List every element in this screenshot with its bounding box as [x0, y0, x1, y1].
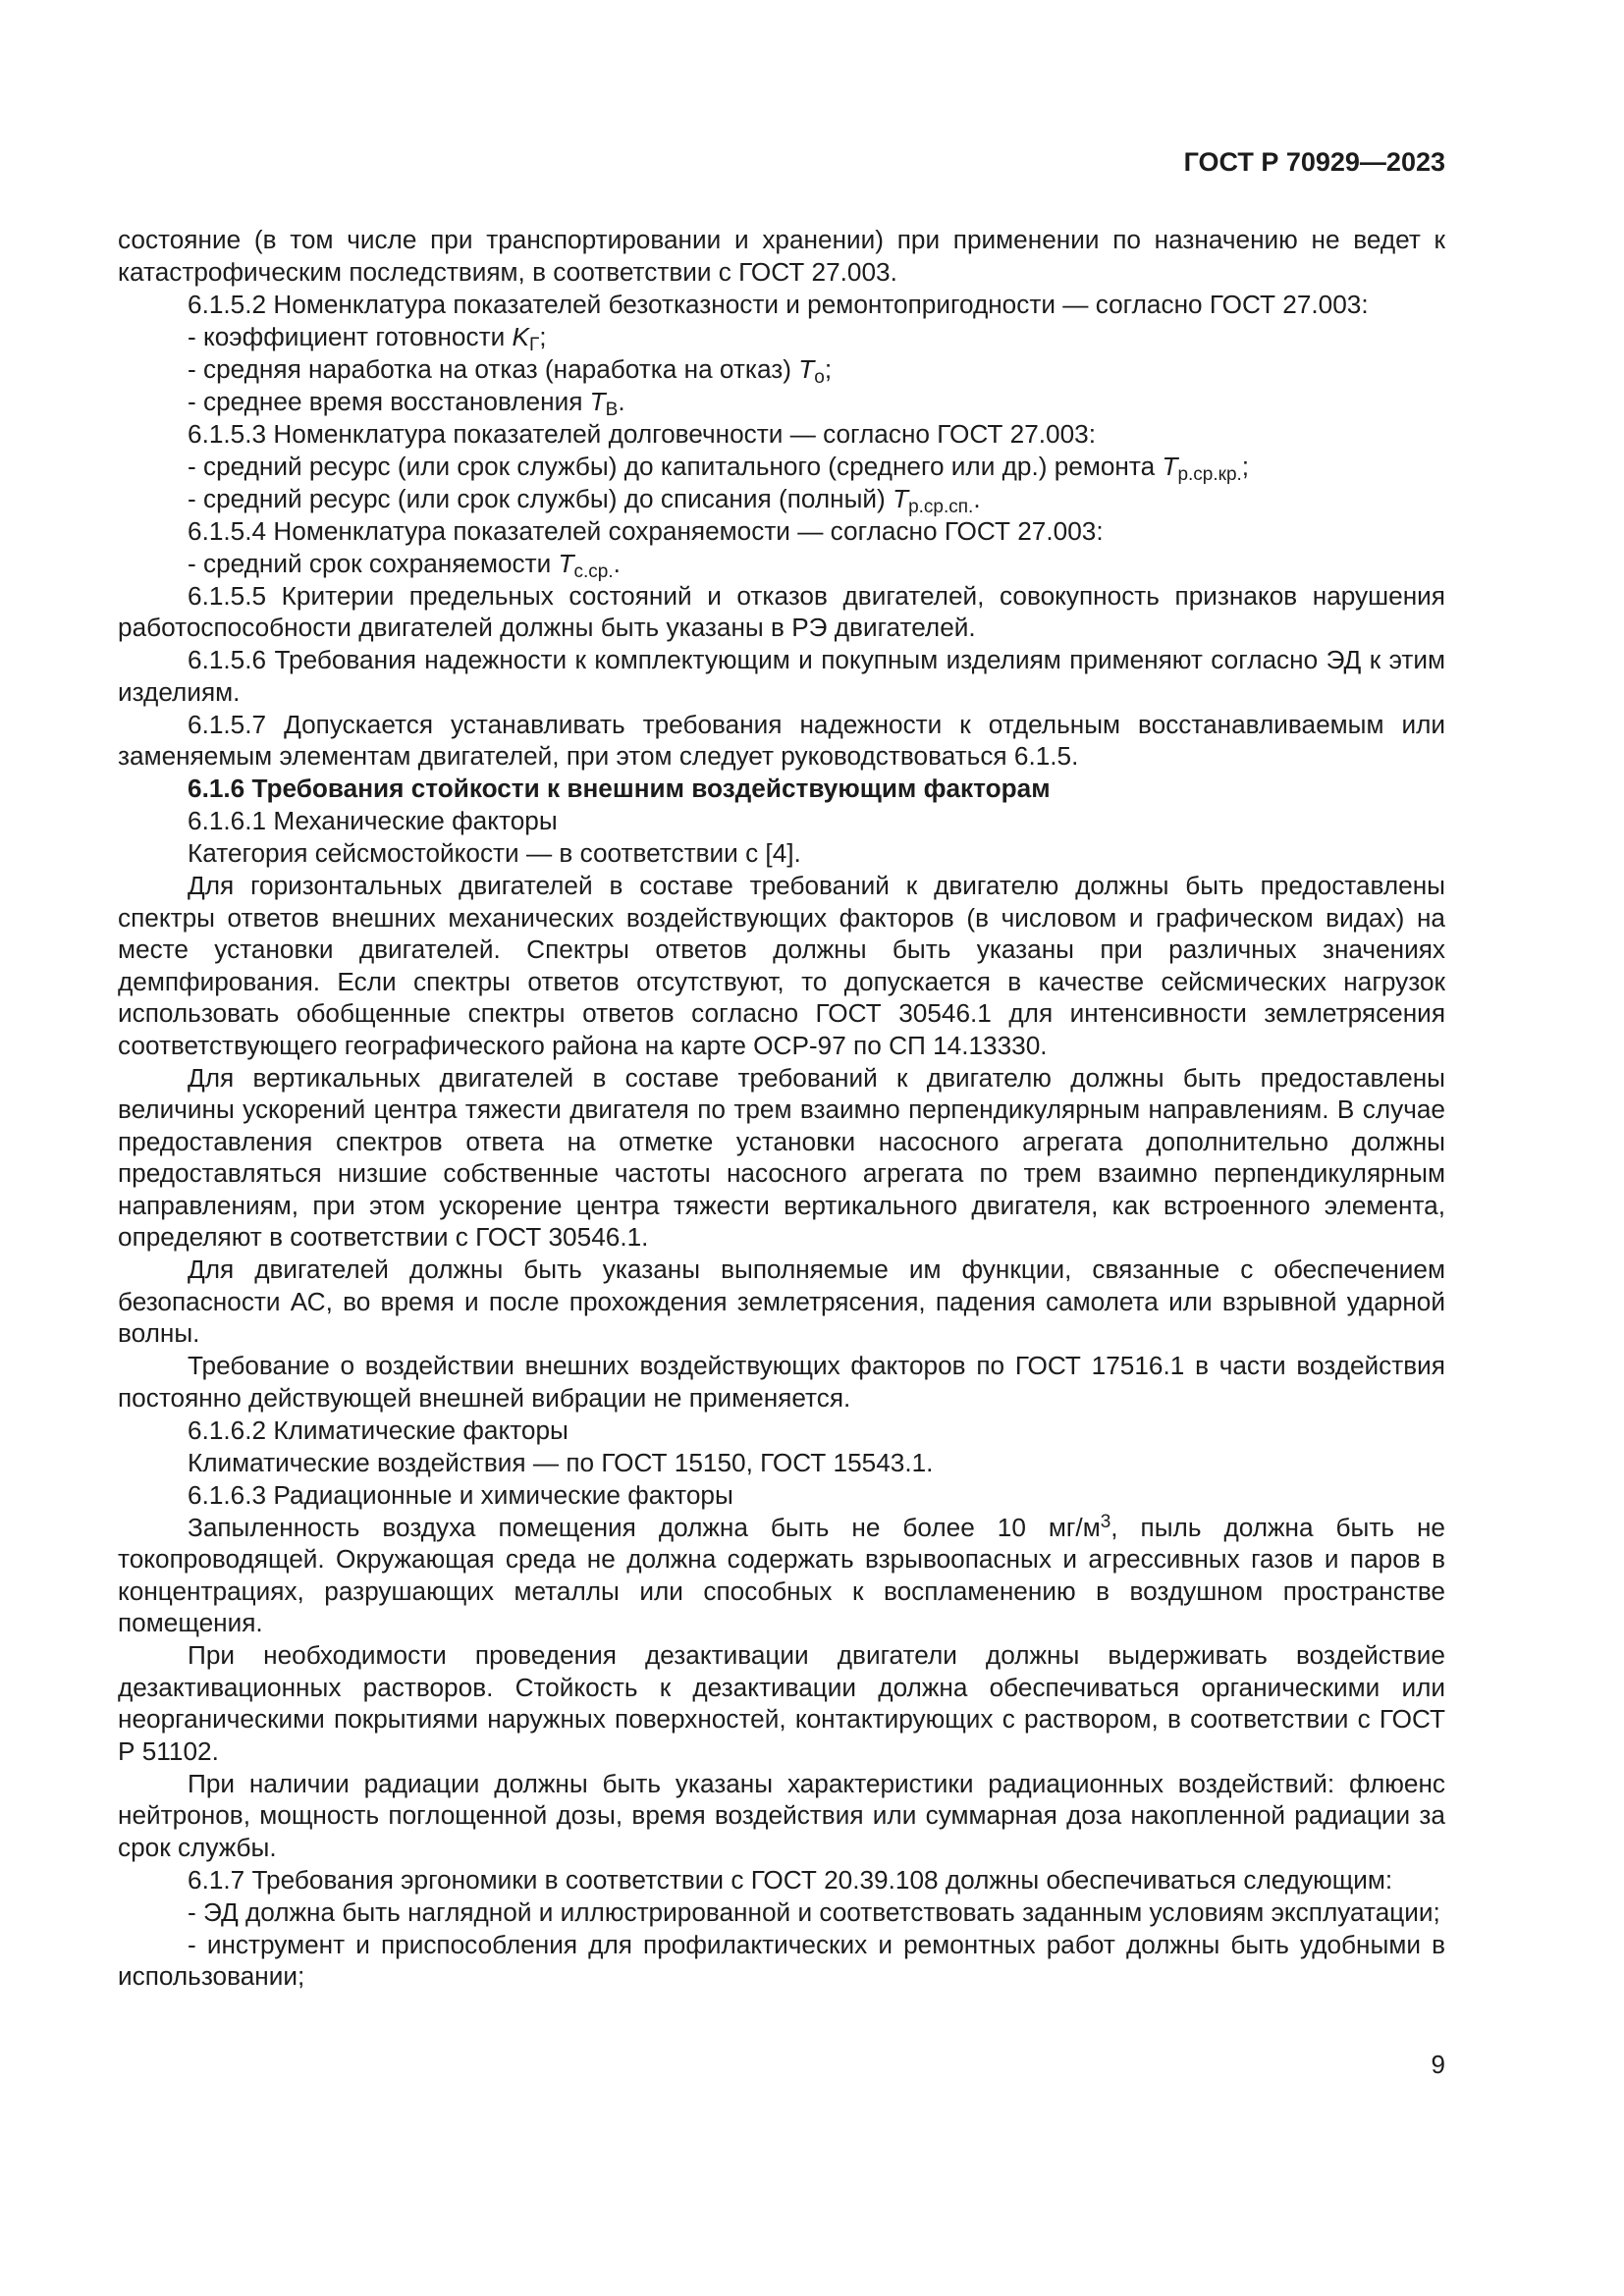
paragraph: При наличии радиации должны быть указаны характеристики радиационных воздействий: флюенс нейтронов, мощность поглощенной дозы, время воздействия или суммарная доза накопленной радиации за срок службы. [118, 1768, 1445, 1862]
list-item: - средняя наработка на отказ (наработка на отказ) $T_о$; [188, 353, 833, 388]
paragraph: Требование о воздействии внешних воздействующих факторов по ГОСТ 17516.1 в части воздействия постоянно действующей внешней вибрации не применяется. [118, 1351, 1445, 1413]
clause-6-1-6-3: 6.1.6.3 Радиационные и химические факторы [188, 1479, 733, 1510]
paragraph: Запыленность воздуха помещения должна быть не более 10 $мг/м^3$, пыль должна быть не токопроводящей. Окружающая среда не должна содержать взрывоопасных и агрессивных газов и паров в концентрациях, разрушающих металлы или способных к воспламенению в воздушном пространстве помещения. [118, 1511, 1445, 1637]
clause-6-1-5-7: 6.1.5.7 Допускается устанавливать требования надежности к отдельным восстанавливаемым или заменяемым элементам двигателей, при этом следует руководствоваться 6.1.5. [118, 709, 1445, 771]
paragraph: Климатические воздействия — по ГОСТ 15150, ГОСТ 15543.1. [188, 1447, 934, 1477]
clause-6-1-5-6: 6.1.5.6 Требования надежности к комплектующим и покупным изделиям применяют согласно ЭД к этим изделиям. [118, 645, 1445, 707]
document-body [118, 224, 1445, 1993]
list-item: - ЭД должна быть наглядной и иллюстрированной и соответствовать заданным условиям эксплуатации; [188, 1896, 1440, 1927]
paragraph: Категория сейсмостойкости — в соответствии с [4]. [188, 838, 801, 868]
list-item: - средний ресурс (или срок службы) до капитального (среднего или др.) ремонта $T_{р.ср.кр.}$; [188, 451, 1250, 485]
list-item: - среднее время восстановления $T_В$. [188, 386, 625, 420]
clause-6-1-7: 6.1.7 Требования эргономики в соответствии с ГОСТ 20.39.108 должны обеспечиваться следующим: [188, 1864, 1393, 1895]
list-item: - коэффициент готовности $K_Г$; [188, 321, 547, 355]
paragraph: Для горизонтальных двигателей в составе требований к двигателю должны быть предоставлены спектры ответов внешних механических воздействующих факторов (в числовом и графическом видах) на месте установки двигателей. Спектры ответов должны быть указаны при различных значениях демпфирования. Если спектры ответов отсутствуют, то допускается в качестве сейсмических нагрузок использовать обобщенные спектры ответов согласно ГОСТ 30546.1 для интенсивности землетрясения соответствующего географического района на карте ОСР-97 по СП 14.13330. [118, 871, 1445, 1060]
paragraph: состояние (в том числе при транспортировании и хранении) при применении по назначению не ведет к катастрофическим последствиям, в соответствии с ГОСТ 27.003. [118, 225, 1445, 287]
clause-6-1-5-5: 6.1.5.5 Критерии предельных состояний и отказов двигателей, совокупность признаков нарушения работоспособности двигателей должны быть указаны в РЭ двигателей. [118, 580, 1445, 642]
clause-6-1-5-2: 6.1.5.2 Номенклатура показателей безотказности и ремонтопригодности — согласно ГОСТ 27.003: [188, 289, 1369, 319]
document-header: ГОСТ Р 70929—2023 [1183, 147, 1445, 177]
list-item: - средний срок сохраняемости $T_{с.ср.}$. [188, 548, 621, 582]
list-item: - инструмент и приспособления для профилактических и ремонтных работ должны быть удобными в использовании; [118, 1929, 1445, 1991]
clause-6-1-6-2: 6.1.6.2 Климатические факторы [188, 1415, 568, 1445]
clause-6-1-5-4: 6.1.5.4 Номенклатура показателей сохраняемости — согласно ГОСТ 27.003: [188, 515, 1104, 546]
clause-6-1-5-3: 6.1.5.3 Номенклатура показателей долговечности — согласно ГОСТ 27.003: [188, 418, 1097, 449]
section-heading-6-1-6: 6.1.6 Требования стойкости к внешним воздействующим факторам [188, 774, 1051, 803]
clause-6-1-6-1: 6.1.6.1 Механические факторы [188, 806, 558, 835]
paragraph: Для двигателей должны быть указаны выполняемые им функции, связанные с обеспечением безопасности АС, во время и после прохождения землетрясения, падения самолета или взрывной ударной волны. [118, 1255, 1445, 1348]
page-number: 9 [1431, 2050, 1445, 2079]
paragraph: При необходимости проведения дезактивации двигатели должны выдерживать воздействие дезактивационных растворов. Стойкость к дезактивации должна обеспечиваться органическими или неорганическими покрытиями наружных поверхностей, контактирующих с раствором, в соответствии с ГОСТ Р 51102. [118, 1640, 1445, 1766]
paragraph: Для вертикальных двигателей в составе требований к двигателю должны быть предоставлены величины ускорений центра тяжести двигателя по трем взаимно перпендикулярным направлениям. В случае предоставления спектров ответа на отметке установки насосного агрегата дополнительно должны предоставляться низшие собственные частоты насосного агрегата по трем взаимно перпендикулярным направлениям, при этом ускорение центра тяжести вертикального двигателя, как встроенного элемента, определяют в соответствии с ГОСТ 30546.1. [118, 1062, 1445, 1252]
list-item: - средний ресурс (или срок службы) до списания (полный) $T_{р.ср.сп.}$. [188, 483, 981, 517]
